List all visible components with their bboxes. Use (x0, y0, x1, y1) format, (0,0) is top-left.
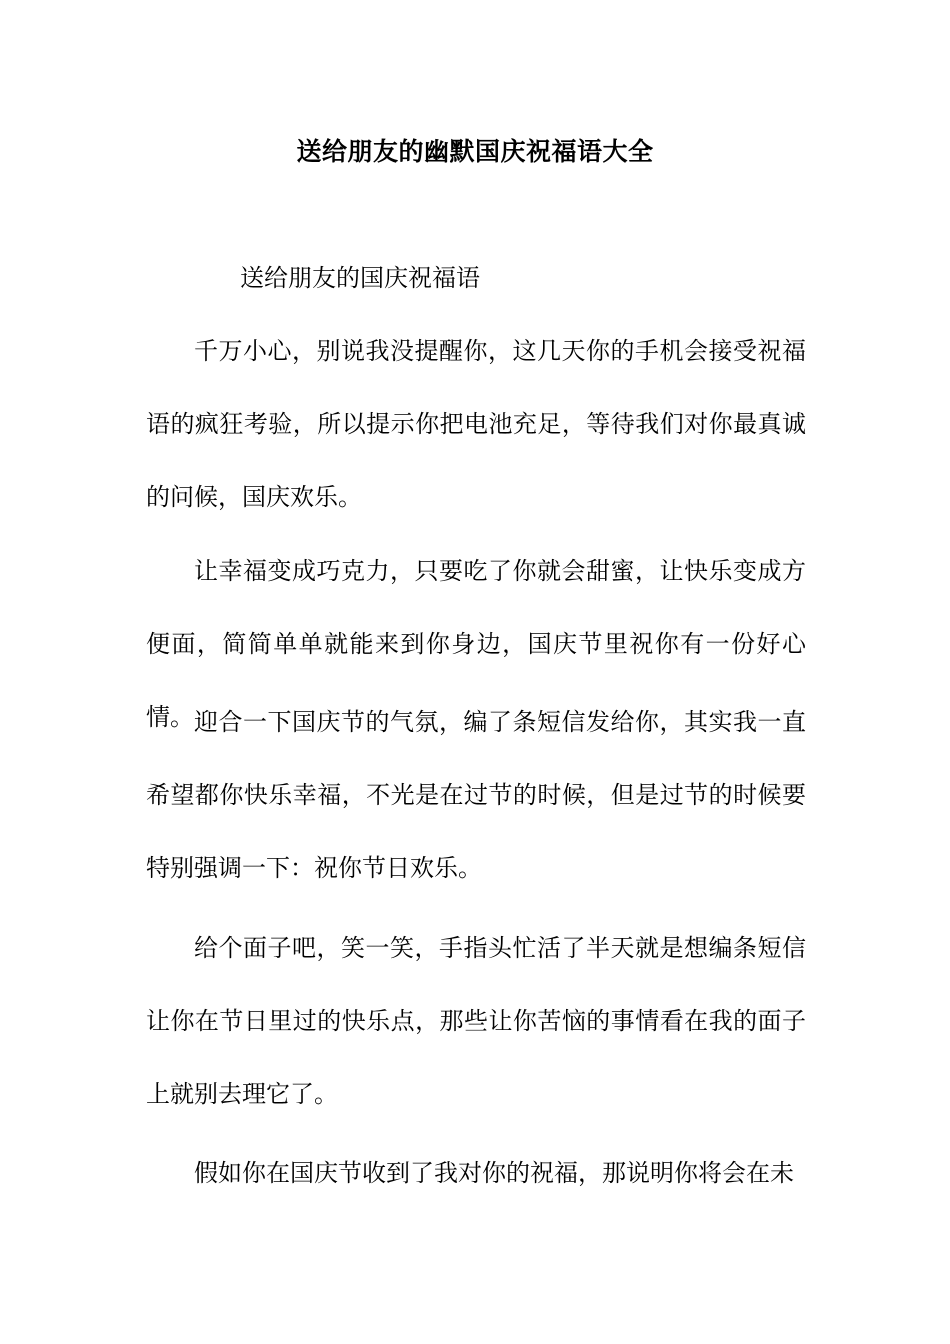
paragraph: 假如你在国庆节收到了我对你的祝福，那说明你将会在未 (194, 1159, 794, 1187)
paragraph: 让幸福变成巧克力，只要吃了你就会甜蜜，让快乐变成方便面，简简单单就能来到你身边，国庆节里祝你有一份好心情。 (146, 557, 806, 731)
paragraph: 给个面子吧，笑一笑，手指头忙活了半天就是想编条短信让你在节日里过的快乐点，那些让你苦恼的事情看在我的面子上就别去理它了。 (146, 934, 806, 1108)
paragraph: 千万小心，别说我没提醒你，这几天你的手机会接受祝福语的疯狂考验，所以提示你把电池充足，等待我们对你最真诚的问候，国庆欢乐。 (146, 337, 806, 511)
paragraph: 迎合一下国庆节的气氛，编了条短信发给你，其实我一直希望都你快乐幸福，不光是在过节的时候，但是过节的时候要特别强调一下：祝你节日欢乐。 (146, 708, 806, 882)
section-heading: 送给朋友的国庆祝福语 (240, 264, 480, 292)
document-title: 送给朋友的幽默国庆祝福语大全 (296, 137, 654, 166)
